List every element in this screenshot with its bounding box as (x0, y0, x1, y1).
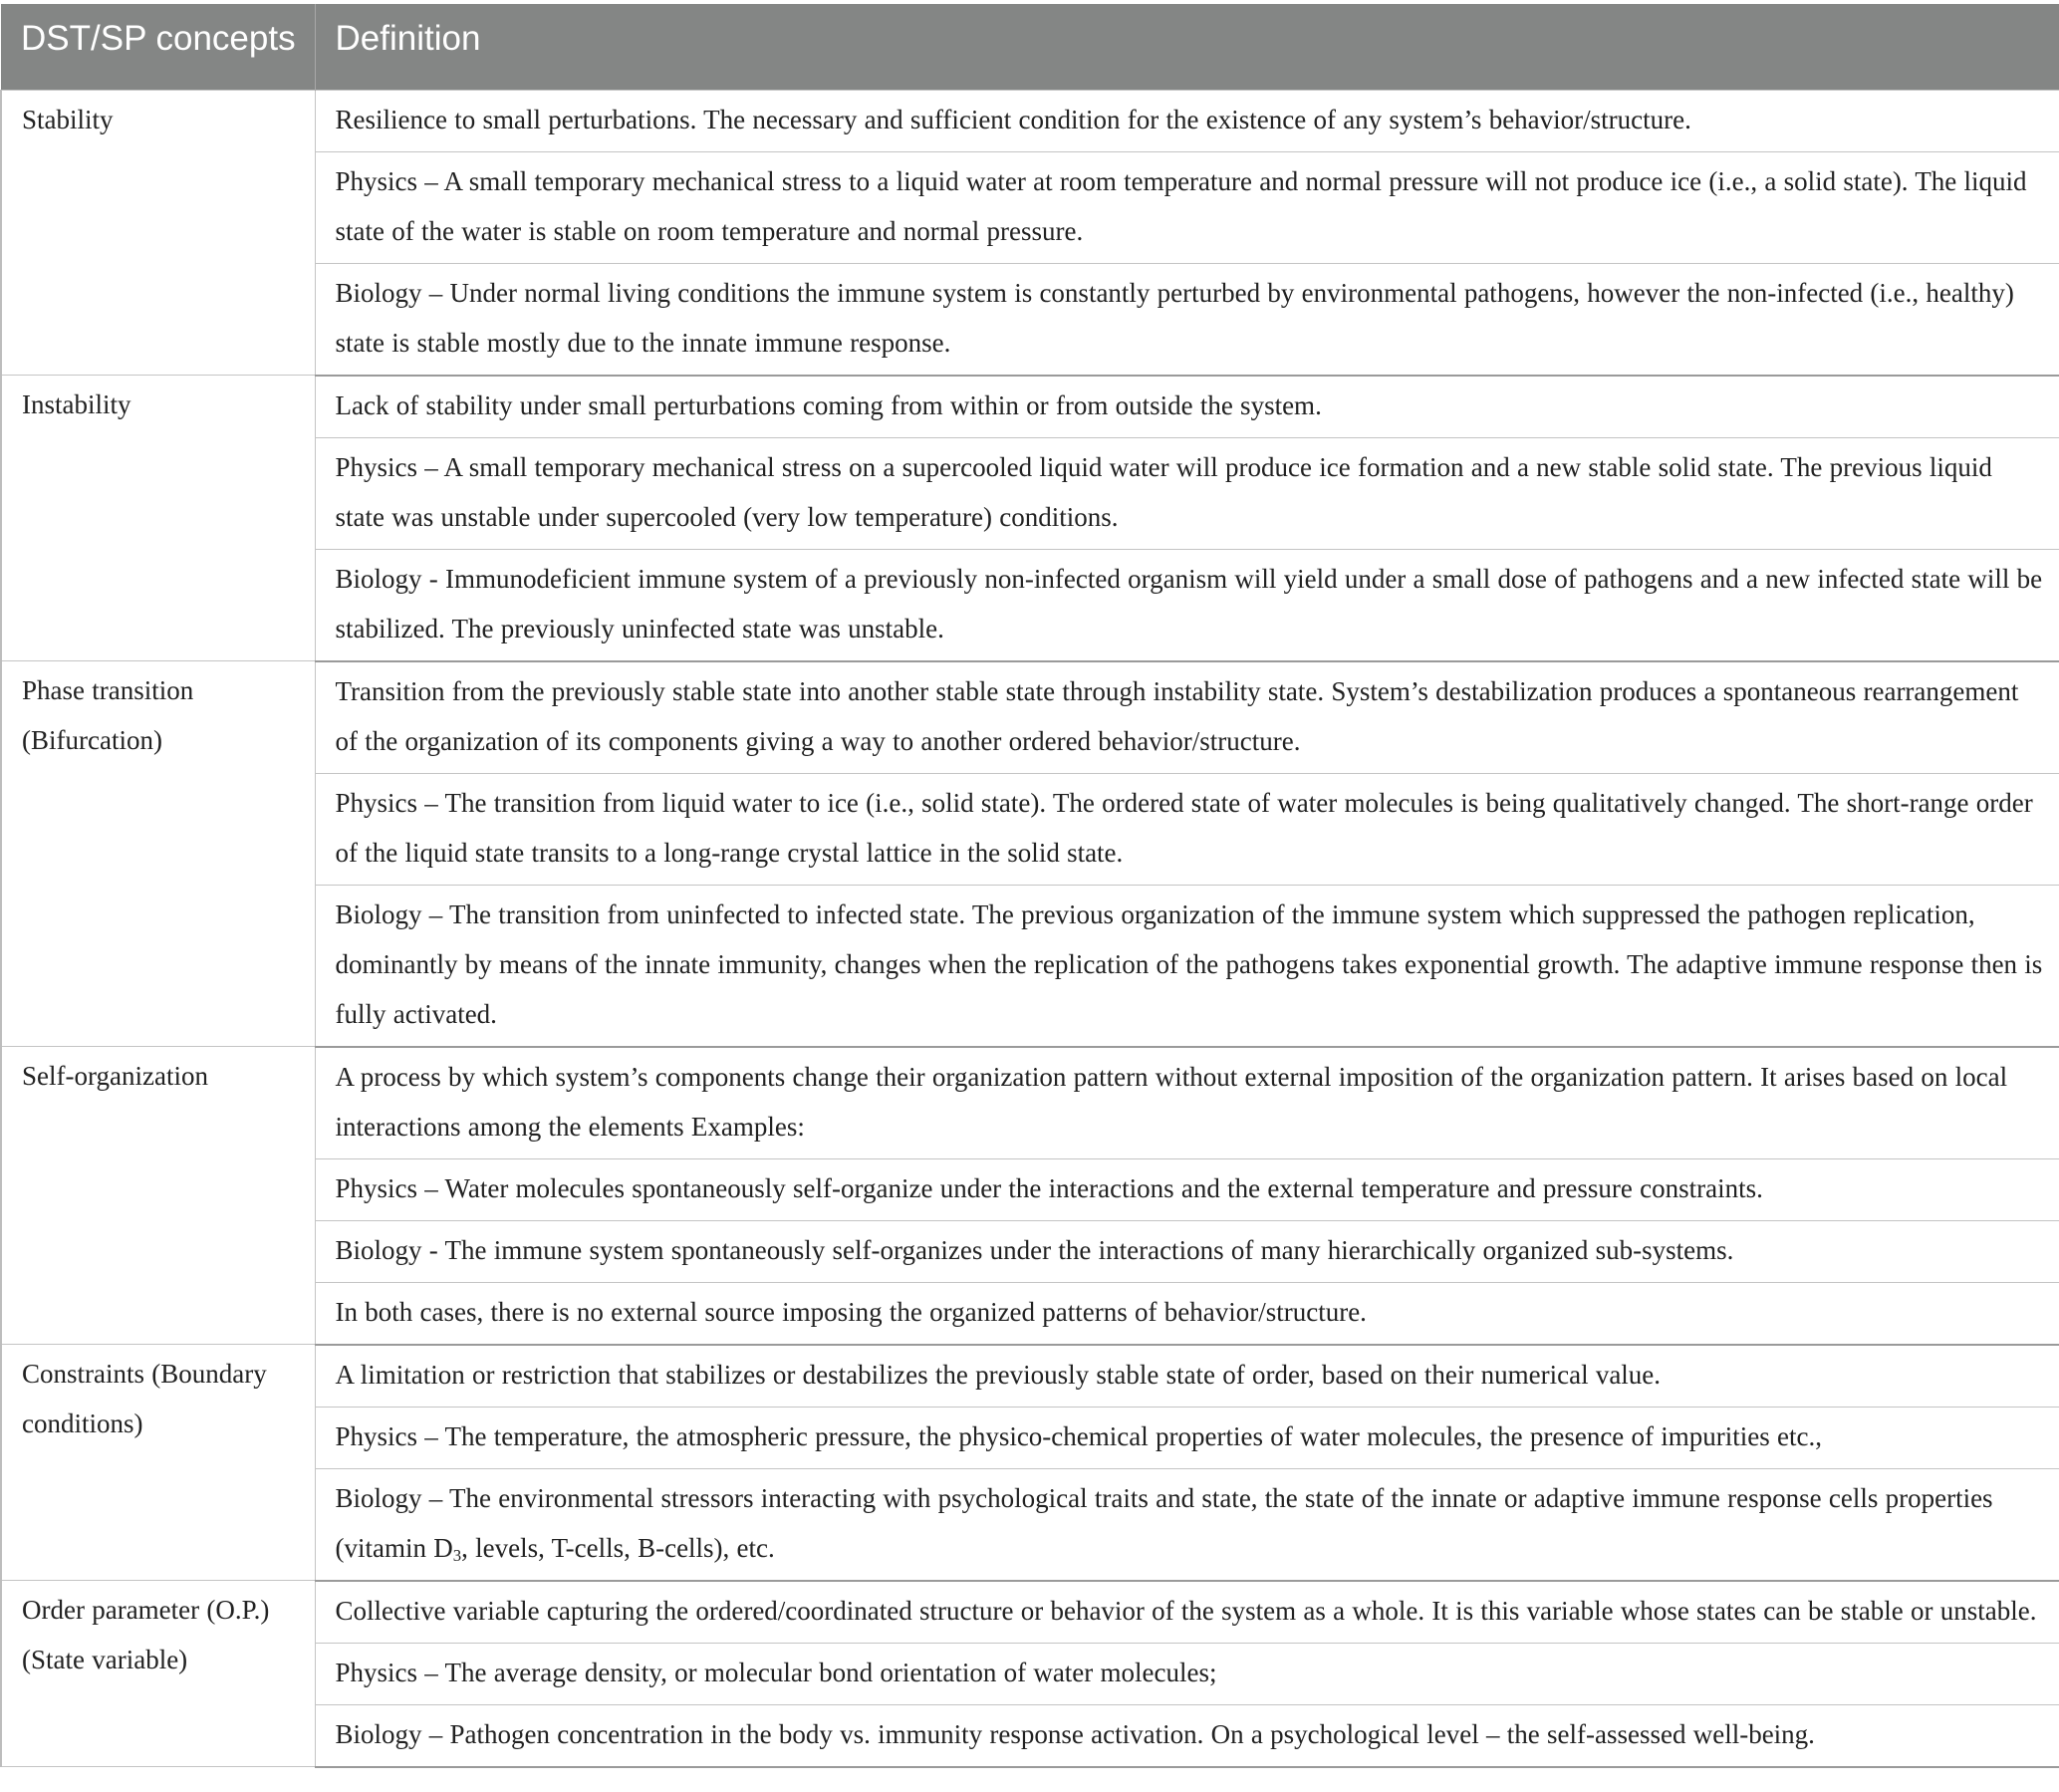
table-row (1, 376, 2059, 438)
definition-cell: Collective variable capturing the ordered/coordinated structure or behavior of the system as a whole. It is this variable whose states can be stable or unstable. (315, 1581, 2059, 1644)
subscript-3: 3 (452, 1545, 462, 1565)
physics-example-cell: Physics – The transition from liquid water to ice (i.e., solid state). The ordered state of water molecules is being qualitatively changed. The short-range order of the liquid state transits to a long-range crystal lattice in the solid state. (315, 773, 2059, 885)
concept-order-parameter: Order parameter (O.P.) (State variable) (1, 1581, 315, 1767)
definition-cell: A limitation or restriction that stabilizes or destabilizes the previously stable state of order, based on their numerical value. (315, 1345, 2059, 1408)
biology-example-cell: Biology – Pathogen concentration in the body vs. immunity response activation. On a psychological level – the self-assessed well-being. (315, 1704, 2059, 1767)
biology-example-cell (315, 1468, 2059, 1581)
summary-cell: In both cases, there is no external source imposing the organized patterns of behavior/structure. (315, 1282, 2059, 1345)
table-row (1, 1581, 2059, 1644)
physics-example-cell: Physics – Water molecules spontaneously self-organize under the interactions and the external temperature and pressure constraints. (315, 1158, 2059, 1220)
physics-example-cell: Physics – The temperature, the atmospheric pressure, the physico-chemical properties of water molecules, the presence of impurities etc., (315, 1407, 2059, 1468)
table-row (1, 661, 2059, 774)
header-row (1, 4, 2059, 90)
concept-self-organization: Self-organization (1, 1047, 315, 1345)
biology-example-cell: Biology - The immune system spontaneously self-organizes under the interactions of many hierarchically organized sub-systems. (315, 1220, 2059, 1282)
concepts-table (0, 4, 2059, 1768)
concept-stability: Stability (1, 90, 315, 376)
header-definition: Definition (315, 4, 2059, 90)
table-row (1, 90, 2059, 151)
biology-text-after: , levels, T-cells, B-cells), etc. (461, 1532, 775, 1563)
physics-example-cell: Physics – The average density, or molecular bond orientation of water molecules; (315, 1643, 2059, 1704)
concept-instability: Instability (1, 376, 315, 661)
biology-example-cell: Biology – The transition from uninfected to infected state. The previous organization of the immune system which suppressed the pathogen replication, dominantly by means of the innate immunity, changes when the replication of the pathogens takes exponential growth. The adaptive immune response then is fully activated. (315, 885, 2059, 1047)
biology-example-cell: Biology – Under normal living conditions the immune system is constantly perturbed by environmental pathogens, however the non-infected (i.e., healthy) state is stable mostly due to the innate immune response. (315, 263, 2059, 376)
physics-example-cell: Physics – A small temporary mechanical stress to a liquid water at room temperature and normal pressure will not produce ice (i.e., a solid state). The liquid state of the water is stable on room temperature and normal pressure. (315, 151, 2059, 263)
biology-example-cell: Biology - Immunodeficient immune system of a previously non-infected organism will yield under a small dose of pathogens and a new infected state will be stabilized. The previously uninfected state was unstable. (315, 549, 2059, 661)
definition-cell: Lack of stability under small perturbations coming from within or from outside the system. (315, 376, 2059, 438)
biology-text-before: Biology – The environmental stressors interacting with psychological traits and state, the state of the innate or adaptive immune response cells properties (vitamin D (335, 1482, 1993, 1563)
definition-cell: A process by which system’s components change their organization pattern without external imposition of the organization pattern. It arises based on local interactions among the elements Examples: (315, 1047, 2059, 1159)
concept-constraints: Constraints (Boundary conditions) (1, 1345, 315, 1581)
table-row (1, 1345, 2059, 1408)
definition-cell: Transition from the previously stable state into another stable state through instability state. System’s destabilization produces a spontaneous rearrangement of the organization of its components giving a way to another ordered behavior/structure. (315, 661, 2059, 774)
header-concepts: DST/SP concepts (1, 4, 315, 90)
physics-example-cell: Physics – A small temporary mechanical stress on a supercooled liquid water will produce ice formation and a new stable solid state. The previous liquid state was unstable under supercooled (very low temperature) conditions. (315, 437, 2059, 549)
table-row (1, 1047, 2059, 1159)
definition-cell: Resilience to small perturbations. The necessary and sufficient condition for the existence of any system’s behavior/structure. (315, 90, 2059, 151)
concept-phase-transition: Phase transition (Bifurcation) (1, 661, 315, 1047)
